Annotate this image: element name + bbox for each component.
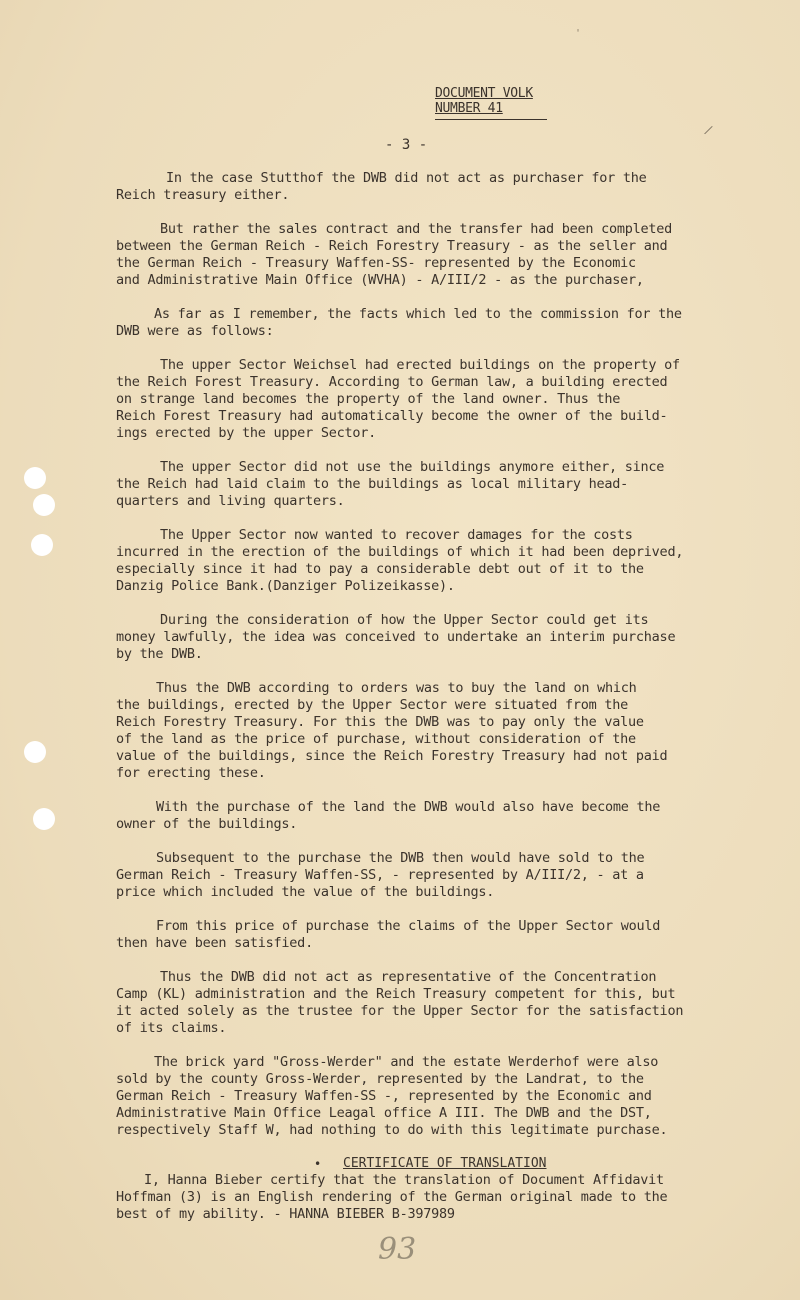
punch-hole bbox=[33, 808, 55, 830]
paragraph: Subsequent to the purchase the DWB then would have sold to the German Reich - Treasury Waffen-SS, - represented by A/III/2, - at a price which included the value of the buildings. bbox=[116, 850, 645, 900]
paragraph: In the case Stutthof the DWB did not act as purchaser for the Reich treasury either. bbox=[116, 170, 647, 203]
punch-hole bbox=[31, 534, 53, 556]
certificate-title: CERTIFICATE OF TRANSLATION bbox=[343, 1156, 547, 1171]
punch-hole bbox=[24, 741, 46, 763]
document-body bbox=[116, 170, 720, 1156]
paragraph: As far as I remember, the facts which led to the commission for the DWB were as follows: bbox=[116, 306, 682, 339]
document-header bbox=[435, 86, 547, 116]
handwritten-page-number: 93 bbox=[378, 1232, 417, 1267]
certificate-text: I, Hanna Bieber certify that the translation of Document Affidavit Hoffman (3) is an English rendering of the German original made to the best of my ability. - HANNA BIEBER B-397989 bbox=[116, 1172, 668, 1222]
paragraph: The Upper Sector now wanted to recover damages for the costs incurred in the erection of the buildings of which it had been deprived, especially since it had to pay a considerable debt out of it to the Danzig Police Bank.(Danziger Polizeikasse). bbox=[116, 527, 684, 594]
paragraph: Thus the DWB according to orders was to buy the land on which the buildings, erected by the Upper Sector were situated from the Reich Forestry Treasury. For this the DWB was to pay only the value of the land as the price of purchase, without consideration of the value of the buildings, since the Reich Forestry Treasury had not paid for erecting these. bbox=[116, 680, 668, 781]
paragraph: But rather the sales contract and the transfer had been completed between the German Reich - Reich Forestry Treasury - as the seller and the German Reich - Treasury Waffen-SS- represented by the Economic and Administrative Main Office (WVHA) - A/III/2 - as the purchaser, bbox=[116, 221, 673, 288]
paragraph: The upper Sector Weichsel had erected buildings on the property of the Reich Forest Treasury. According to German law, a building erected on strange land becomes the property of the land owner. Thus the Reich Forest Treasury had automatically become the owner of the build- ings erected by the upper Sector. bbox=[116, 357, 680, 441]
paragraph: The upper Sector did not use the buildings anymore either, since the Reich had laid claim to the buildings as local military head- quarters and living quarters. bbox=[116, 459, 665, 509]
document-label: DOCUMENT VOLK bbox=[435, 86, 533, 101]
bullet-mark: • bbox=[314, 1157, 322, 1171]
document-number: NUMBER 41 bbox=[435, 101, 503, 116]
punch-hole bbox=[33, 494, 55, 516]
page-number: - 3 - bbox=[385, 137, 428, 153]
stray-mark: ' bbox=[575, 28, 582, 39]
paragraph: From this price of purchase the claims of the Upper Sector would then have been satisfied. bbox=[116, 918, 661, 951]
paragraph: The brick yard "Gross-Werder" and the estate Werderhof were also sold by the county Gross-Werder, represented by the Landrat, to the German Reich - Treasury Waffen-SS -, represented by the Economic and Administrative Main Office Leagal office A III. The DWB and the DST, respectively Staff W, had nothing to do with this legitimate purchase. bbox=[116, 1054, 668, 1138]
punch-hole bbox=[24, 467, 46, 489]
paragraph: During the consideration of how the Upper Sector could get its money lawfully, the idea was conceived to undertake an interim purchase by the DWB. bbox=[116, 612, 676, 662]
stray-mark: / bbox=[702, 122, 715, 138]
paragraph: With the purchase of the land the DWB would also have become the owner of the buildings. bbox=[116, 799, 661, 832]
paragraph: Thus the DWB did not act as representative of the Concentration Camp (KL) administration and the Reich Treasury competent for this, but it acted solely as the trustee for the Upper Sector for the satisfaction of its claims. bbox=[116, 969, 684, 1036]
header-rule bbox=[435, 119, 547, 120]
